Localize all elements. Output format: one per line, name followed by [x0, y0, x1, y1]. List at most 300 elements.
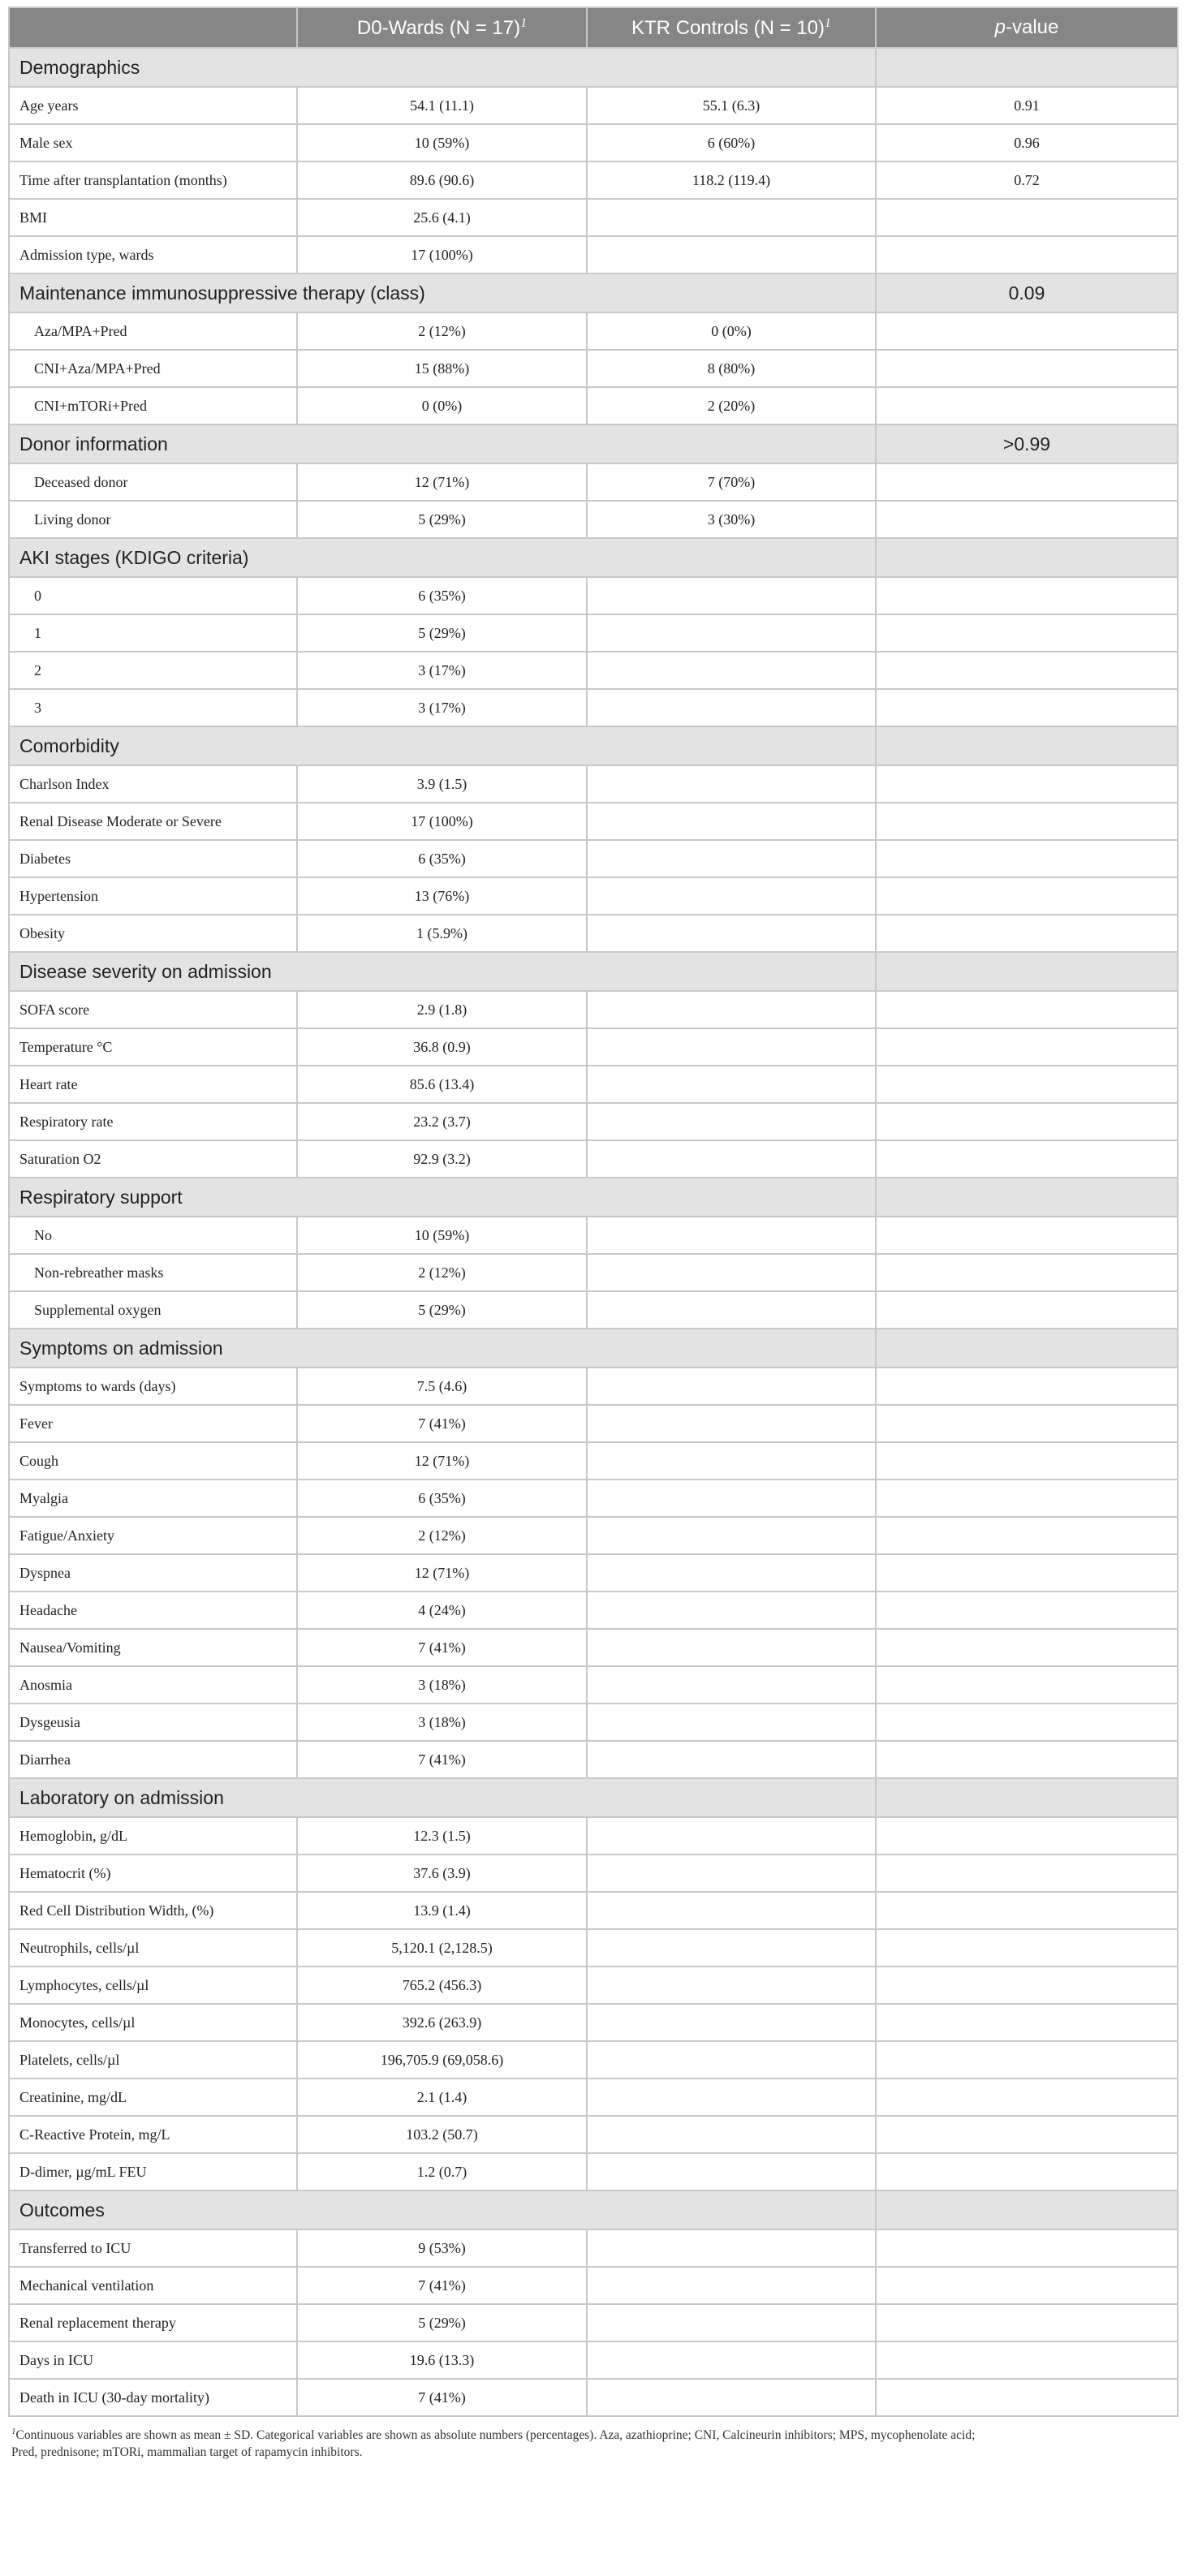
d0-wards-value: 6 (35%): [297, 840, 587, 877]
ktr-controls-value: [587, 1140, 876, 1178]
table-row: [9, 2116, 1178, 2153]
ktr-controls-value: [587, 652, 876, 689]
table-row: [9, 614, 1178, 652]
p-value: [876, 1629, 1178, 1666]
row-label: SOFA score: [9, 991, 297, 1028]
table-row: [9, 1554, 1178, 1592]
p-value: [876, 463, 1178, 501]
row-label: Days in ICU: [9, 2341, 297, 2379]
d0-wards-value: 2 (12%): [297, 1254, 587, 1291]
ktr-controls-value: 0 (0%): [587, 312, 876, 350]
p-value: [876, 1028, 1178, 1066]
row-label: Myalgia: [9, 1480, 297, 1517]
row-label: Platelets, cells/µl: [9, 2041, 297, 2078]
row-label: Obesity: [9, 915, 297, 952]
d0-wards-value: 7 (41%): [297, 1741, 587, 1778]
table-row: [9, 915, 1178, 952]
table-row: [9, 162, 1178, 199]
row-label: Dysgeusia: [9, 1704, 297, 1741]
d0-wards-value: 392.6 (263.9): [297, 2004, 587, 2041]
header-empty-cell: [9, 7, 297, 48]
d0-wards-value: 12 (71%): [297, 1442, 587, 1480]
row-label: Renal replacement therapy: [9, 2304, 297, 2341]
row-label: Death in ICU (30-day mortality): [9, 2379, 297, 2416]
header-d0-wards: [297, 7, 587, 48]
table-row: [9, 501, 1178, 538]
row-label: Hypertension: [9, 877, 297, 915]
ktr-controls-value: [587, 2004, 876, 2041]
ktr-controls-value: [587, 2267, 876, 2304]
p-value: [876, 1704, 1178, 1741]
d0-wards-value: 5 (29%): [297, 2304, 587, 2341]
p-value: [876, 1817, 1178, 1854]
section-title: Maintenance immunosuppressive therapy (class): [9, 274, 876, 312]
table-row: [9, 1405, 1178, 1442]
ktr-controls-value: [587, 1517, 876, 1554]
row-label: Aza/MPA+Pred: [9, 312, 297, 350]
p-value: [876, 1405, 1178, 1442]
section-p-value: 0.09: [876, 274, 1178, 312]
section-title: Respiratory support: [9, 1178, 876, 1217]
d0-wards-value: 36.8 (0.9): [297, 1028, 587, 1066]
ktr-controls-value: 55.1 (6.3): [587, 87, 876, 124]
table-row: [9, 577, 1178, 614]
ktr-controls-value: [587, 2304, 876, 2341]
row-label: Respiratory rate: [9, 1103, 297, 1140]
header-ktr-controls-footnote-mark: 1: [825, 15, 832, 30]
ktr-controls-value: [587, 236, 876, 274]
ktr-controls-value: 3 (30%): [587, 501, 876, 538]
section-title: Donor information: [9, 424, 876, 463]
ktr-controls-value: [587, 2078, 876, 2116]
d0-wards-value: 4 (24%): [297, 1592, 587, 1629]
d0-wards-value: 5,120.1 (2,128.5): [297, 1929, 587, 1966]
row-label: Cough: [9, 1442, 297, 1480]
ktr-controls-value: [587, 689, 876, 726]
row-label: Diarrhea: [9, 1741, 297, 1778]
ktr-controls-value: 8 (80%): [587, 350, 876, 387]
d0-wards-value: 1.2 (0.7): [297, 2153, 587, 2190]
table-row: [9, 350, 1178, 387]
table-body: [9, 48, 1178, 2416]
row-label: Monocytes, cells/µl: [9, 2004, 297, 2041]
table-row: [9, 2267, 1178, 2304]
table-row: [9, 2078, 1178, 2116]
p-value: [876, 1666, 1178, 1704]
d0-wards-value: 6 (35%): [297, 577, 587, 614]
row-label: Dyspnea: [9, 1554, 297, 1592]
table-row: [9, 236, 1178, 274]
table-row: [9, 1592, 1178, 1629]
table-row: [9, 1929, 1178, 1966]
ktr-controls-value: [587, 1405, 876, 1442]
header-p-rest: -value: [1005, 16, 1059, 38]
p-value: [876, 1517, 1178, 1554]
d0-wards-value: 17 (100%): [297, 236, 587, 274]
d0-wards-value: 3 (17%): [297, 652, 587, 689]
ktr-controls-value: [587, 1217, 876, 1254]
row-label: Deceased donor: [9, 463, 297, 501]
table-row: [9, 199, 1178, 236]
ktr-controls-value: 118.2 (119.4): [587, 162, 876, 199]
d0-wards-value: 7 (41%): [297, 1629, 587, 1666]
footnote-mark: 1: [11, 2427, 16, 2436]
row-label: Fatigue/Anxiety: [9, 1517, 297, 1554]
row-label: CNI+Aza/MPA+Pred: [9, 350, 297, 387]
row-label: Anosmia: [9, 1666, 297, 1704]
d0-wards-value: 7 (41%): [297, 1405, 587, 1442]
table-row: [9, 1028, 1178, 1066]
table-row: [9, 124, 1178, 162]
p-value: [876, 1592, 1178, 1629]
p-value: [876, 840, 1178, 877]
section-p-value: [876, 726, 1178, 765]
section-p-value: [876, 952, 1178, 991]
table-row: [9, 877, 1178, 915]
d0-wards-value: 13.9 (1.4): [297, 1892, 587, 1929]
d0-wards-value: 765.2 (456.3): [297, 1966, 587, 2004]
p-value: [876, 2078, 1178, 2116]
p-value: [876, 689, 1178, 726]
p-value: [876, 1103, 1178, 1140]
table-row: [9, 1817, 1178, 1854]
table-row: [9, 689, 1178, 726]
footnote-line-1: Continuous variables are shown as mean ± SD. Categorical variables are shown as absolute numbers (percentages). Aza, azathioprine; CNI, Calcineurin inhibitors; MPS, mycophenolate acid;: [15, 2428, 976, 2443]
d0-wards-value: 1 (5.9%): [297, 915, 587, 952]
row-label: 1: [9, 614, 297, 652]
table-row: [9, 1254, 1178, 1291]
row-label: 0: [9, 577, 297, 614]
header-p-italic: p: [994, 16, 1006, 38]
d0-wards-value: 10 (59%): [297, 124, 587, 162]
p-value: [876, 1892, 1178, 1929]
p-value: [876, 1291, 1178, 1329]
table-row: [9, 1368, 1178, 1405]
row-label: Non-rebreather masks: [9, 1254, 297, 1291]
d0-wards-value: 3 (17%): [297, 689, 587, 726]
header-ktr-controls: [587, 7, 876, 48]
footnote-line-2: Pred, prednisone; mTORi, mammalian target of rapamycin inhibitors.: [11, 2445, 363, 2460]
table-row: [9, 1892, 1178, 1929]
row-label: Headache: [9, 1592, 297, 1629]
d0-wards-value: 89.6 (90.6): [297, 162, 587, 199]
row-label: Living donor: [9, 501, 297, 538]
table-row: [9, 1442, 1178, 1480]
p-value: [876, 2153, 1178, 2190]
d0-wards-value: 7 (41%): [297, 2379, 587, 2416]
p-value: 0.96: [876, 124, 1178, 162]
section-title: Disease severity on admission: [9, 952, 876, 991]
section-header-row: [9, 726, 1178, 765]
table-container: [8, 0, 1177, 2461]
d0-wards-value: 23.2 (3.7): [297, 1103, 587, 1140]
p-value: [876, 877, 1178, 915]
p-value: [876, 1854, 1178, 1892]
table-row: [9, 1217, 1178, 1254]
ktr-controls-value: [587, 1442, 876, 1480]
ktr-controls-value: [587, 2153, 876, 2190]
row-label: Age years: [9, 87, 297, 124]
ktr-controls-value: [587, 877, 876, 915]
d0-wards-value: 37.6 (3.9): [297, 1854, 587, 1892]
row-label: BMI: [9, 199, 297, 236]
ktr-controls-value: [587, 1704, 876, 1741]
section-p-value: [876, 1778, 1178, 1817]
table-row: [9, 87, 1178, 124]
p-value: [876, 991, 1178, 1028]
p-value: [876, 236, 1178, 274]
p-value: [876, 2116, 1178, 2153]
table-row: [9, 1103, 1178, 1140]
d0-wards-value: 12 (71%): [297, 463, 587, 501]
row-label: C-Reactive Protein, mg/L: [9, 2116, 297, 2153]
table-row: [9, 2341, 1178, 2379]
ktr-controls-value: [587, 2379, 876, 2416]
table-row: [9, 1666, 1178, 1704]
row-label: Creatinine, mg/dL: [9, 2078, 297, 2116]
header-ktr-controls-label: KTR Controls (N = 10): [631, 16, 825, 39]
ktr-controls-value: [587, 915, 876, 952]
d0-wards-value: 103.2 (50.7): [297, 2116, 587, 2153]
d0-wards-value: 2 (12%): [297, 1517, 587, 1554]
row-label: 3: [9, 689, 297, 726]
p-value: [876, 803, 1178, 840]
row-label: Lymphocytes, cells/µl: [9, 1966, 297, 2004]
ktr-controls-value: [587, 1966, 876, 2004]
row-label: 2: [9, 652, 297, 689]
d0-wards-value: 196,705.9 (69,058.6): [297, 2041, 587, 2078]
d0-wards-value: 92.9 (3.2): [297, 1140, 587, 1178]
p-value: [876, 915, 1178, 952]
p-value: [876, 2229, 1178, 2267]
section-p-value: >0.99: [876, 424, 1178, 463]
table-row: [9, 803, 1178, 840]
ktr-controls-value: [587, 2229, 876, 2267]
ktr-controls-value: [587, 1028, 876, 1066]
row-label: Hematocrit (%): [9, 1854, 297, 1892]
p-value: [876, 1217, 1178, 1254]
p-value: [876, 1554, 1178, 1592]
d0-wards-value: 3 (18%): [297, 1704, 587, 1741]
p-value: [876, 652, 1178, 689]
d0-wards-value: 7.5 (4.6): [297, 1368, 587, 1405]
table-row: [9, 1854, 1178, 1892]
p-value: [876, 1254, 1178, 1291]
p-value: [876, 1368, 1178, 1405]
p-value: [876, 387, 1178, 424]
table-row: [9, 991, 1178, 1028]
section-title: Demographics: [9, 48, 876, 87]
section-p-value: [876, 2190, 1178, 2229]
p-value: [876, 765, 1178, 803]
row-label: CNI+mTORi+Pred: [9, 387, 297, 424]
p-value: [876, 577, 1178, 614]
d0-wards-value: 7 (41%): [297, 2267, 587, 2304]
header-p-value: [876, 7, 1178, 48]
ktr-controls-value: [587, 1254, 876, 1291]
section-title: Laboratory on admission: [9, 1778, 876, 1817]
section-title: Outcomes: [9, 2190, 876, 2229]
row-label: Heart rate: [9, 1066, 297, 1103]
d0-wards-value: 2.9 (1.8): [297, 991, 587, 1028]
table-row: [9, 463, 1178, 501]
ktr-controls-value: [587, 765, 876, 803]
ktr-controls-value: [587, 1480, 876, 1517]
section-title: Symptoms on admission: [9, 1329, 876, 1368]
ktr-controls-value: [587, 1066, 876, 1103]
d0-wards-value: 13 (76%): [297, 877, 587, 915]
ktr-controls-value: [587, 1368, 876, 1405]
d0-wards-value: 25.6 (4.1): [297, 199, 587, 236]
ktr-controls-value: [587, 840, 876, 877]
section-header-row: [9, 1329, 1178, 1368]
table-footnote: [8, 2423, 1177, 2461]
table-row: [9, 1704, 1178, 1741]
row-label: D-dimer, µg/mL FEU: [9, 2153, 297, 2190]
d0-wards-value: 0 (0%): [297, 387, 587, 424]
section-title: AKI stages (KDIGO criteria): [9, 538, 876, 577]
d0-wards-value: 12 (71%): [297, 1554, 587, 1592]
section-header-row: [9, 538, 1178, 577]
p-value: [876, 1442, 1178, 1480]
d0-wards-value: 15 (88%): [297, 350, 587, 387]
p-value: [876, 312, 1178, 350]
ktr-controls-value: [587, 1741, 876, 1778]
ktr-controls-value: [587, 1892, 876, 1929]
row-label: Saturation O2: [9, 1140, 297, 1178]
section-p-value: [876, 1329, 1178, 1368]
p-value: [876, 2341, 1178, 2379]
d0-wards-value: 2 (12%): [297, 312, 587, 350]
row-label: Renal Disease Moderate or Severe: [9, 803, 297, 840]
row-label: Time after transplantation (months): [9, 162, 297, 199]
row-label: Nausea/Vomiting: [9, 1629, 297, 1666]
table-row: [9, 1291, 1178, 1329]
table-row: [9, 387, 1178, 424]
ktr-controls-value: [587, 1929, 876, 1966]
table-row: [9, 840, 1178, 877]
p-value: [876, 199, 1178, 236]
section-p-value: [876, 48, 1178, 87]
table-row: [9, 2229, 1178, 2267]
ktr-controls-value: 7 (70%): [587, 463, 876, 501]
ktr-controls-value: [587, 1103, 876, 1140]
d0-wards-value: 9 (53%): [297, 2229, 587, 2267]
d0-wards-value: 3 (18%): [297, 1666, 587, 1704]
row-label: Red Cell Distribution Width, (%): [9, 1892, 297, 1929]
section-header-row: [9, 952, 1178, 991]
ktr-controls-value: 2 (20%): [587, 387, 876, 424]
p-value: [876, 1140, 1178, 1178]
ktr-controls-value: [587, 2041, 876, 2078]
ktr-controls-value: [587, 199, 876, 236]
section-title: Comorbidity: [9, 726, 876, 765]
d0-wards-value: 19.6 (13.3): [297, 2341, 587, 2379]
p-value: [876, 1741, 1178, 1778]
p-value: [876, 1480, 1178, 1517]
ktr-controls-value: [587, 1629, 876, 1666]
row-label: No: [9, 1217, 297, 1254]
table-row: [9, 2153, 1178, 2190]
row-label: Hemoglobin, g/dL: [9, 1817, 297, 1854]
section-header-row: [9, 1178, 1178, 1217]
table-row: [9, 2004, 1178, 2041]
table-row: [9, 765, 1178, 803]
ktr-controls-value: [587, 1854, 876, 1892]
p-value: [876, 350, 1178, 387]
table-row: [9, 652, 1178, 689]
ktr-controls-value: [587, 803, 876, 840]
row-label: Diabetes: [9, 840, 297, 877]
table-row: [9, 1066, 1178, 1103]
table-row: [9, 1741, 1178, 1778]
d0-wards-value: 5 (29%): [297, 501, 587, 538]
d0-wards-value: 2.1 (1.4): [297, 2078, 587, 2116]
ktr-controls-value: [587, 2116, 876, 2153]
table-header-row: [9, 7, 1178, 48]
row-label: Transferred to ICU: [9, 2229, 297, 2267]
header-d0-wards-footnote-mark: 1: [520, 15, 528, 30]
row-label: Charlson Index: [9, 765, 297, 803]
d0-wards-value: 3.9 (1.5): [297, 765, 587, 803]
p-value: [876, 2267, 1178, 2304]
table-row: [9, 1140, 1178, 1178]
d0-wards-value: 5 (29%): [297, 1291, 587, 1329]
ktr-controls-value: [587, 991, 876, 1028]
row-label: Supplemental oxygen: [9, 1291, 297, 1329]
table-row: [9, 2304, 1178, 2341]
d0-wards-value: 12.3 (1.5): [297, 1817, 587, 1854]
p-value: [876, 2041, 1178, 2078]
ktr-controls-value: [587, 1554, 876, 1592]
section-header-row: [9, 274, 1178, 312]
table-row: [9, 2041, 1178, 2078]
table-row: [9, 1480, 1178, 1517]
row-label: Neutrophils, cells/µl: [9, 1929, 297, 1966]
section-header-row: [9, 424, 1178, 463]
header-d0-wards-label: D0-Wards (N = 17): [356, 16, 521, 39]
ktr-controls-value: [587, 577, 876, 614]
p-value: [876, 2379, 1178, 2416]
p-value: [876, 501, 1178, 538]
patient-characteristics-table: [8, 6, 1179, 2417]
table-row: [9, 1629, 1178, 1666]
ktr-controls-value: [587, 2341, 876, 2379]
row-label: Temperature °C: [9, 1028, 297, 1066]
section-header-row: [9, 48, 1178, 87]
p-value: 0.91: [876, 87, 1178, 124]
section-p-value: [876, 1178, 1178, 1217]
p-value: 0.72: [876, 162, 1178, 199]
d0-wards-value: 6 (35%): [297, 1480, 587, 1517]
section-header-row: [9, 2190, 1178, 2229]
row-label: Mechanical ventilation: [9, 2267, 297, 2304]
p-value: [876, 614, 1178, 652]
table-row: [9, 1517, 1178, 1554]
table-row: [9, 2379, 1178, 2416]
ktr-controls-value: 6 (60%): [587, 124, 876, 162]
p-value: [876, 2004, 1178, 2041]
row-label: Symptoms to wards (days): [9, 1368, 297, 1405]
p-value: [876, 1066, 1178, 1103]
ktr-controls-value: [587, 1666, 876, 1704]
section-header-row: [9, 1778, 1178, 1817]
ktr-controls-value: [587, 1592, 876, 1629]
ktr-controls-value: [587, 614, 876, 652]
d0-wards-value: 17 (100%): [297, 803, 587, 840]
p-value: [876, 2304, 1178, 2341]
table-row: [9, 1966, 1178, 2004]
